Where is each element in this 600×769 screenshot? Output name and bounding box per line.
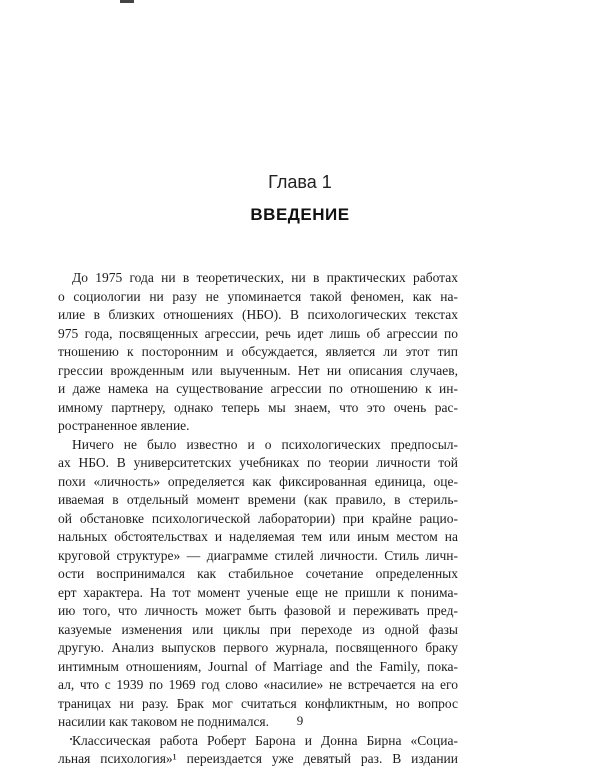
scan-speck: [70, 738, 72, 740]
text-line: ой обстановке психологической лаборатории) при крайне рацио-: [58, 510, 458, 526]
text-line: круговой структуре» — диаграмме стилей личности. Стиль личн-: [58, 547, 458, 563]
text-line: насилии как таковом не поднимался.: [58, 714, 270, 729]
text-line: Ничего не было известно и о психологических предпосыл-: [72, 436, 458, 452]
text-line: Классическая работа Роберт Барона и Донна Бирна «Социа-: [72, 732, 458, 748]
text-line: и даже намека на существование агрессии по отношению к ин-: [58, 381, 458, 396]
paragraph-3: [58, 732, 458, 769]
chapter-label: Глава 1: [268, 172, 332, 192]
text-line: льная психология»¹ переиздается уже девятый раз. В издании: [58, 751, 458, 766]
text-line: 975 года, посвященных агрессии, речь идет лишь об агрессии по: [58, 325, 458, 341]
text-line: тношению к посторонним и обсуждается, является ли этот тип: [58, 344, 458, 359]
text-line: грессии врожденным или выученным. Нет ни описания случаев,: [58, 362, 458, 378]
body-text: [58, 269, 458, 769]
page-number: 9: [296, 713, 304, 728]
text-line: ах НБО. В университетских учебниках по теории личности той: [58, 455, 458, 470]
chapter-title: ВВЕДЕНИЕ: [250, 205, 350, 224]
text-line: нальных обстоятельствах и наделяемая тем или иным местом на: [58, 529, 458, 544]
text-line: другую. Анализ выпусков первого журнала, посвященного браку: [58, 640, 458, 655]
text-line: ости воспринимался как стабильное сочетание определенных: [58, 566, 458, 581]
text-line: ерт характера. На тот момент ученые еще не пришли к понима-: [58, 584, 458, 600]
text-line: казуемые изменения или циклы при переходе из одной фазы: [58, 621, 458, 637]
paragraph-1: [58, 269, 458, 436]
text-line: ию того, что личность может быть фазовой и переживать пред-: [58, 603, 458, 618]
text-line: ал, что с 1939 по 1969 год слово «насилие» не встречается на его: [58, 677, 458, 692]
text-line: о социологии ни разу не упоминается такой феномен, как на-: [58, 288, 458, 304]
text-line: траницах ни разу. Брак мог считаться конфликтным, но вопрос: [58, 695, 458, 711]
text-line: иваемая в отдельный момент времени (как правило, в стериль-: [58, 492, 458, 507]
paragraph-2: [58, 436, 458, 732]
text-line: ространенное явление.: [58, 418, 190, 433]
text-line: илие в близких отношениях (НБО). В психологических текстах: [58, 307, 458, 322]
text-line: похи «личность» определяется как фиксированная единица, оце-: [58, 473, 458, 489]
text-line: До 1975 года ни в теоретических, ни в практических работах: [72, 270, 458, 285]
text-line: интимным отношениям, Journal of Marriage and the Family, пока-: [58, 658, 458, 674]
text-line: имному партнеру, однако теперь мы знаем, что это очень рас-: [58, 399, 458, 415]
scan-edge-mark: [120, 0, 134, 3]
